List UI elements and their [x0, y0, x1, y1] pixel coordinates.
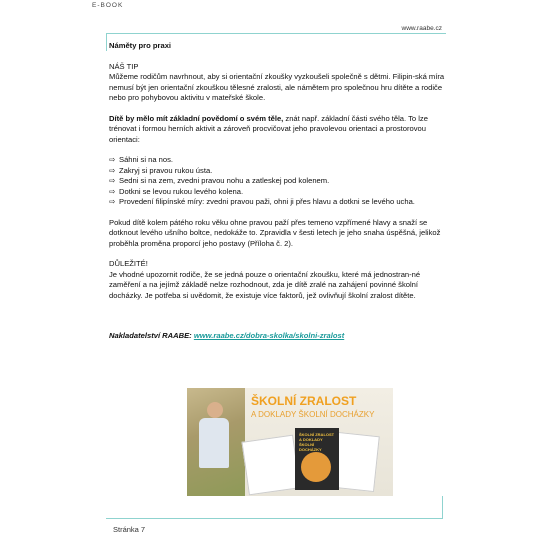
arrow-icon: ⇨	[109, 186, 116, 196]
book-cover-title: ŠKOLNÍ ZRALOST A DOKLADY ŠKOLNÍ DOCHÁZKY	[299, 432, 335, 452]
list-item: ⇨ Zakryj si pravou rukou ústa.	[109, 165, 213, 175]
arrow-icon: ⇨	[109, 155, 116, 164]
development-paragraph: Pokud dítě kolem pátého roku věku ohne pravou paží přes temeno vzpřímené hlavy a snaží se dotknout levého ušního boltce, nedokáže to. Zpravidla v šesti letech je jeho snaha úspěšná, jelikož proběhla proměna proporcí jeho postavy (Příloha č. 2).	[109, 217, 441, 248]
exercise-list	[109, 155, 447, 208]
arrow-icon: ⇨	[109, 176, 116, 185]
list-item: ⇨ Provedení filipínské míry: zvedni pravou paži, ohni ji přes hlavu a dotkni se levého ucha.	[109, 197, 415, 206]
document-page-image	[332, 432, 380, 492]
important-heading: DŮLEŽITÉ!	[109, 259, 148, 268]
child-photo	[187, 388, 245, 496]
body-paragraph	[109, 114, 447, 146]
right-rule	[442, 496, 443, 518]
arrow-icon: ⇨	[109, 197, 116, 206]
tip-text: Můžeme rodičům navrhnout, aby si orientační zkoušky vyzkoušeli společně s dětmi. Filipin-ská míra nemusí být jen orientační zkouškou tělesné zralosti, ale námětem pro společnou hru dítěte a rodiče nebo pro pohybovou aktivitu v mateřské škole.	[109, 72, 445, 102]
publisher-line	[109, 331, 447, 342]
ebook-label: E-BOOK	[92, 2, 124, 9]
publisher-label: Nakladatelství RAABE:	[109, 331, 192, 340]
list-item: ⇨ Sedni si na zem, zvedni pravou nohu a zatleskej pod kolenem.	[109, 176, 330, 185]
left-rule	[106, 33, 107, 51]
top-rule	[106, 33, 446, 34]
header-url: www.raabe.cz	[401, 25, 442, 32]
publisher-link[interactable]: www.raabe.cz/dobra-skolka/skolni-zralost	[193, 331, 345, 340]
list-item: ⇨ Sáhni si na nos.	[109, 155, 174, 164]
book-cover	[295, 428, 339, 490]
book-banner[interactable]	[187, 388, 393, 496]
book-cover-photo	[301, 452, 331, 482]
page-content	[109, 41, 447, 342]
body-paragraph-bold: Dítě by mělo mít základní povědomí o svém těle,	[109, 113, 284, 123]
important-text: Je vhodné upozornit rodiče, že se jedná pouze o orientační zkoušku, které má jednostran-né zaměření a na jejímž základě nelze rozhodnout, zda je dítě zralé na zahájení povinné školní docházky. Je potřeba si uvědomit, že existuje více faktorů, jež ovlivňují školní zralost dítěte.	[109, 269, 421, 300]
bottom-rule	[106, 518, 443, 519]
body-paragraph-text: znát např. základní části svého těla. To lze trénovat i formou herních aktivit a zároveň procvičovat jeho pravolevou orientaci a prostorovou orientaci:	[109, 113, 428, 144]
banner-subtitle: A DOKLADY ŠKOLNÍ DOCHÁZKY	[251, 410, 375, 419]
tip-heading: NÁŠ TIP	[109, 61, 139, 71]
list-item: ⇨ Dotkni se levou rukou levého kolena.	[109, 186, 244, 196]
document-page-image	[241, 435, 300, 496]
page-title: Náměty pro praxi	[109, 41, 172, 50]
page-number: Stránka 7	[113, 525, 146, 534]
arrow-icon: ⇨	[109, 165, 116, 175]
banner-title: ŠKOLNÍ ZRALOST	[251, 394, 357, 408]
